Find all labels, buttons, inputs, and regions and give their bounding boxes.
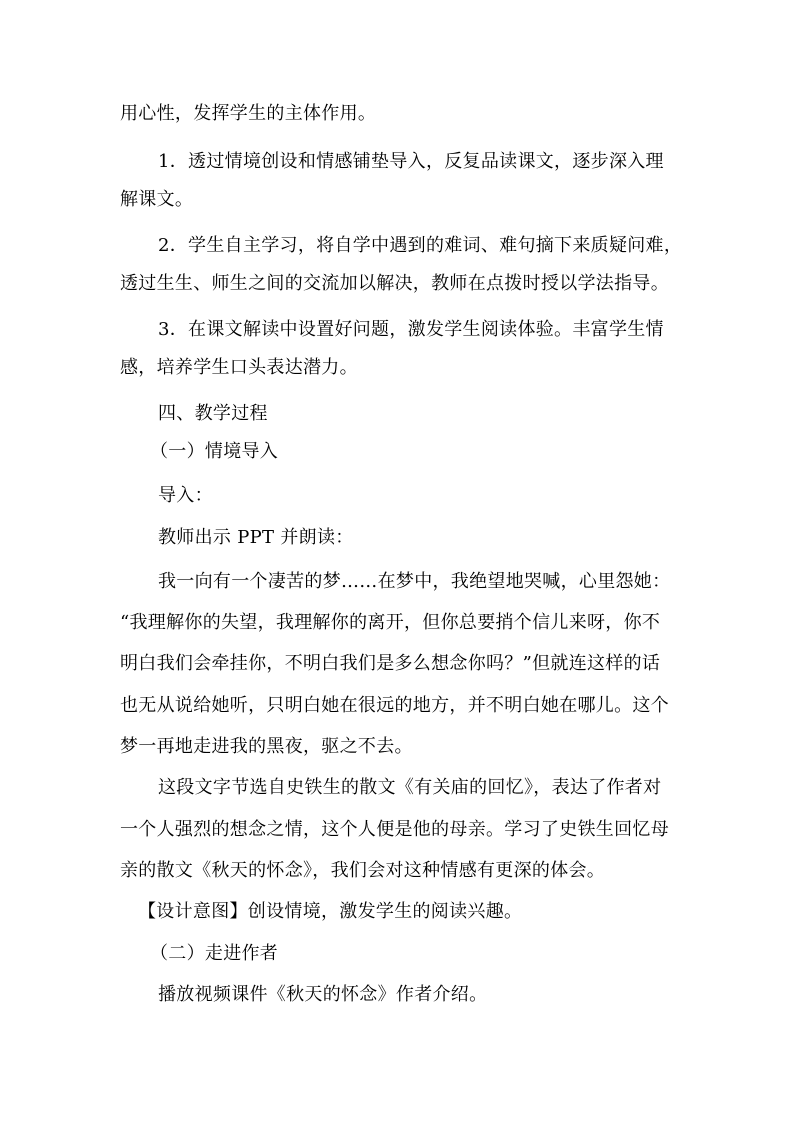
- design-intent-line: 【设计意图】创设情境，激发学生的阅读兴趣。: [138, 901, 523, 922]
- paragraph-line: 亲的散文《秋天的怀念》，我们会对这种情感有更深的体会。: [120, 860, 606, 881]
- subsection-heading: （一）情境导入: [150, 441, 279, 462]
- subsection-heading: （二）走进作者: [150, 943, 279, 964]
- quote-line: 梦一再地走进我的黑夜，驱之不去。: [120, 736, 413, 757]
- quote-line: 也无从说给她听，只明白她在很远的地方，并不明白她在哪儿。这个: [120, 695, 669, 716]
- paragraph-line: 导入：: [158, 485, 213, 506]
- paragraph-line: 用心性，发挥学生的主体作用。: [120, 103, 377, 124]
- list-item-3-line: 3．在课文解读中设置好问题，激发学生阅读体验。丰富学生情: [158, 319, 664, 340]
- list-item-2-line: 透过生生、师生之间的交流加以解决，教师在点拨时授以学法指导。: [120, 273, 669, 294]
- paragraph-line: 一个人强烈的想念之情，这个人便是他的母亲。学习了史铁生回忆母: [120, 819, 669, 840]
- list-item-3-line: 感，培养学生口头表达潜力。: [120, 357, 358, 378]
- paragraph-line: 播放视频课件《秋天的怀念》作者介绍。: [158, 984, 488, 1005]
- list-item-1-line: 1．透过情境创设和情感铺垫导入，反复品读课文，逐步深入理: [158, 151, 664, 172]
- list-item-1-line: 解课文。: [120, 189, 194, 210]
- quote-line: 我一向有一个凄苦的梦……在梦中，我绝望地哭喊，心里怨她：: [158, 571, 671, 592]
- quote-line: “我理解你的失望，我理解你的离开，但你总要捎个信儿来呀，你不: [120, 612, 661, 633]
- section-heading: 四、教学过程: [158, 403, 268, 424]
- list-item-2-line: 2．学生自主学习，将自学中遇到的难词、难句摘下来质疑问难，: [158, 235, 683, 256]
- quote-line: 明白我们会牵挂你，不明白我们是多么想念你吗？”但就连这样的话: [120, 653, 661, 674]
- paragraph-line: 这段文字节选自史铁生的散文《有关庙的回忆》，表达了作者对: [158, 777, 662, 798]
- paragraph-line: 教师出示 PPT 并朗读：: [158, 527, 354, 548]
